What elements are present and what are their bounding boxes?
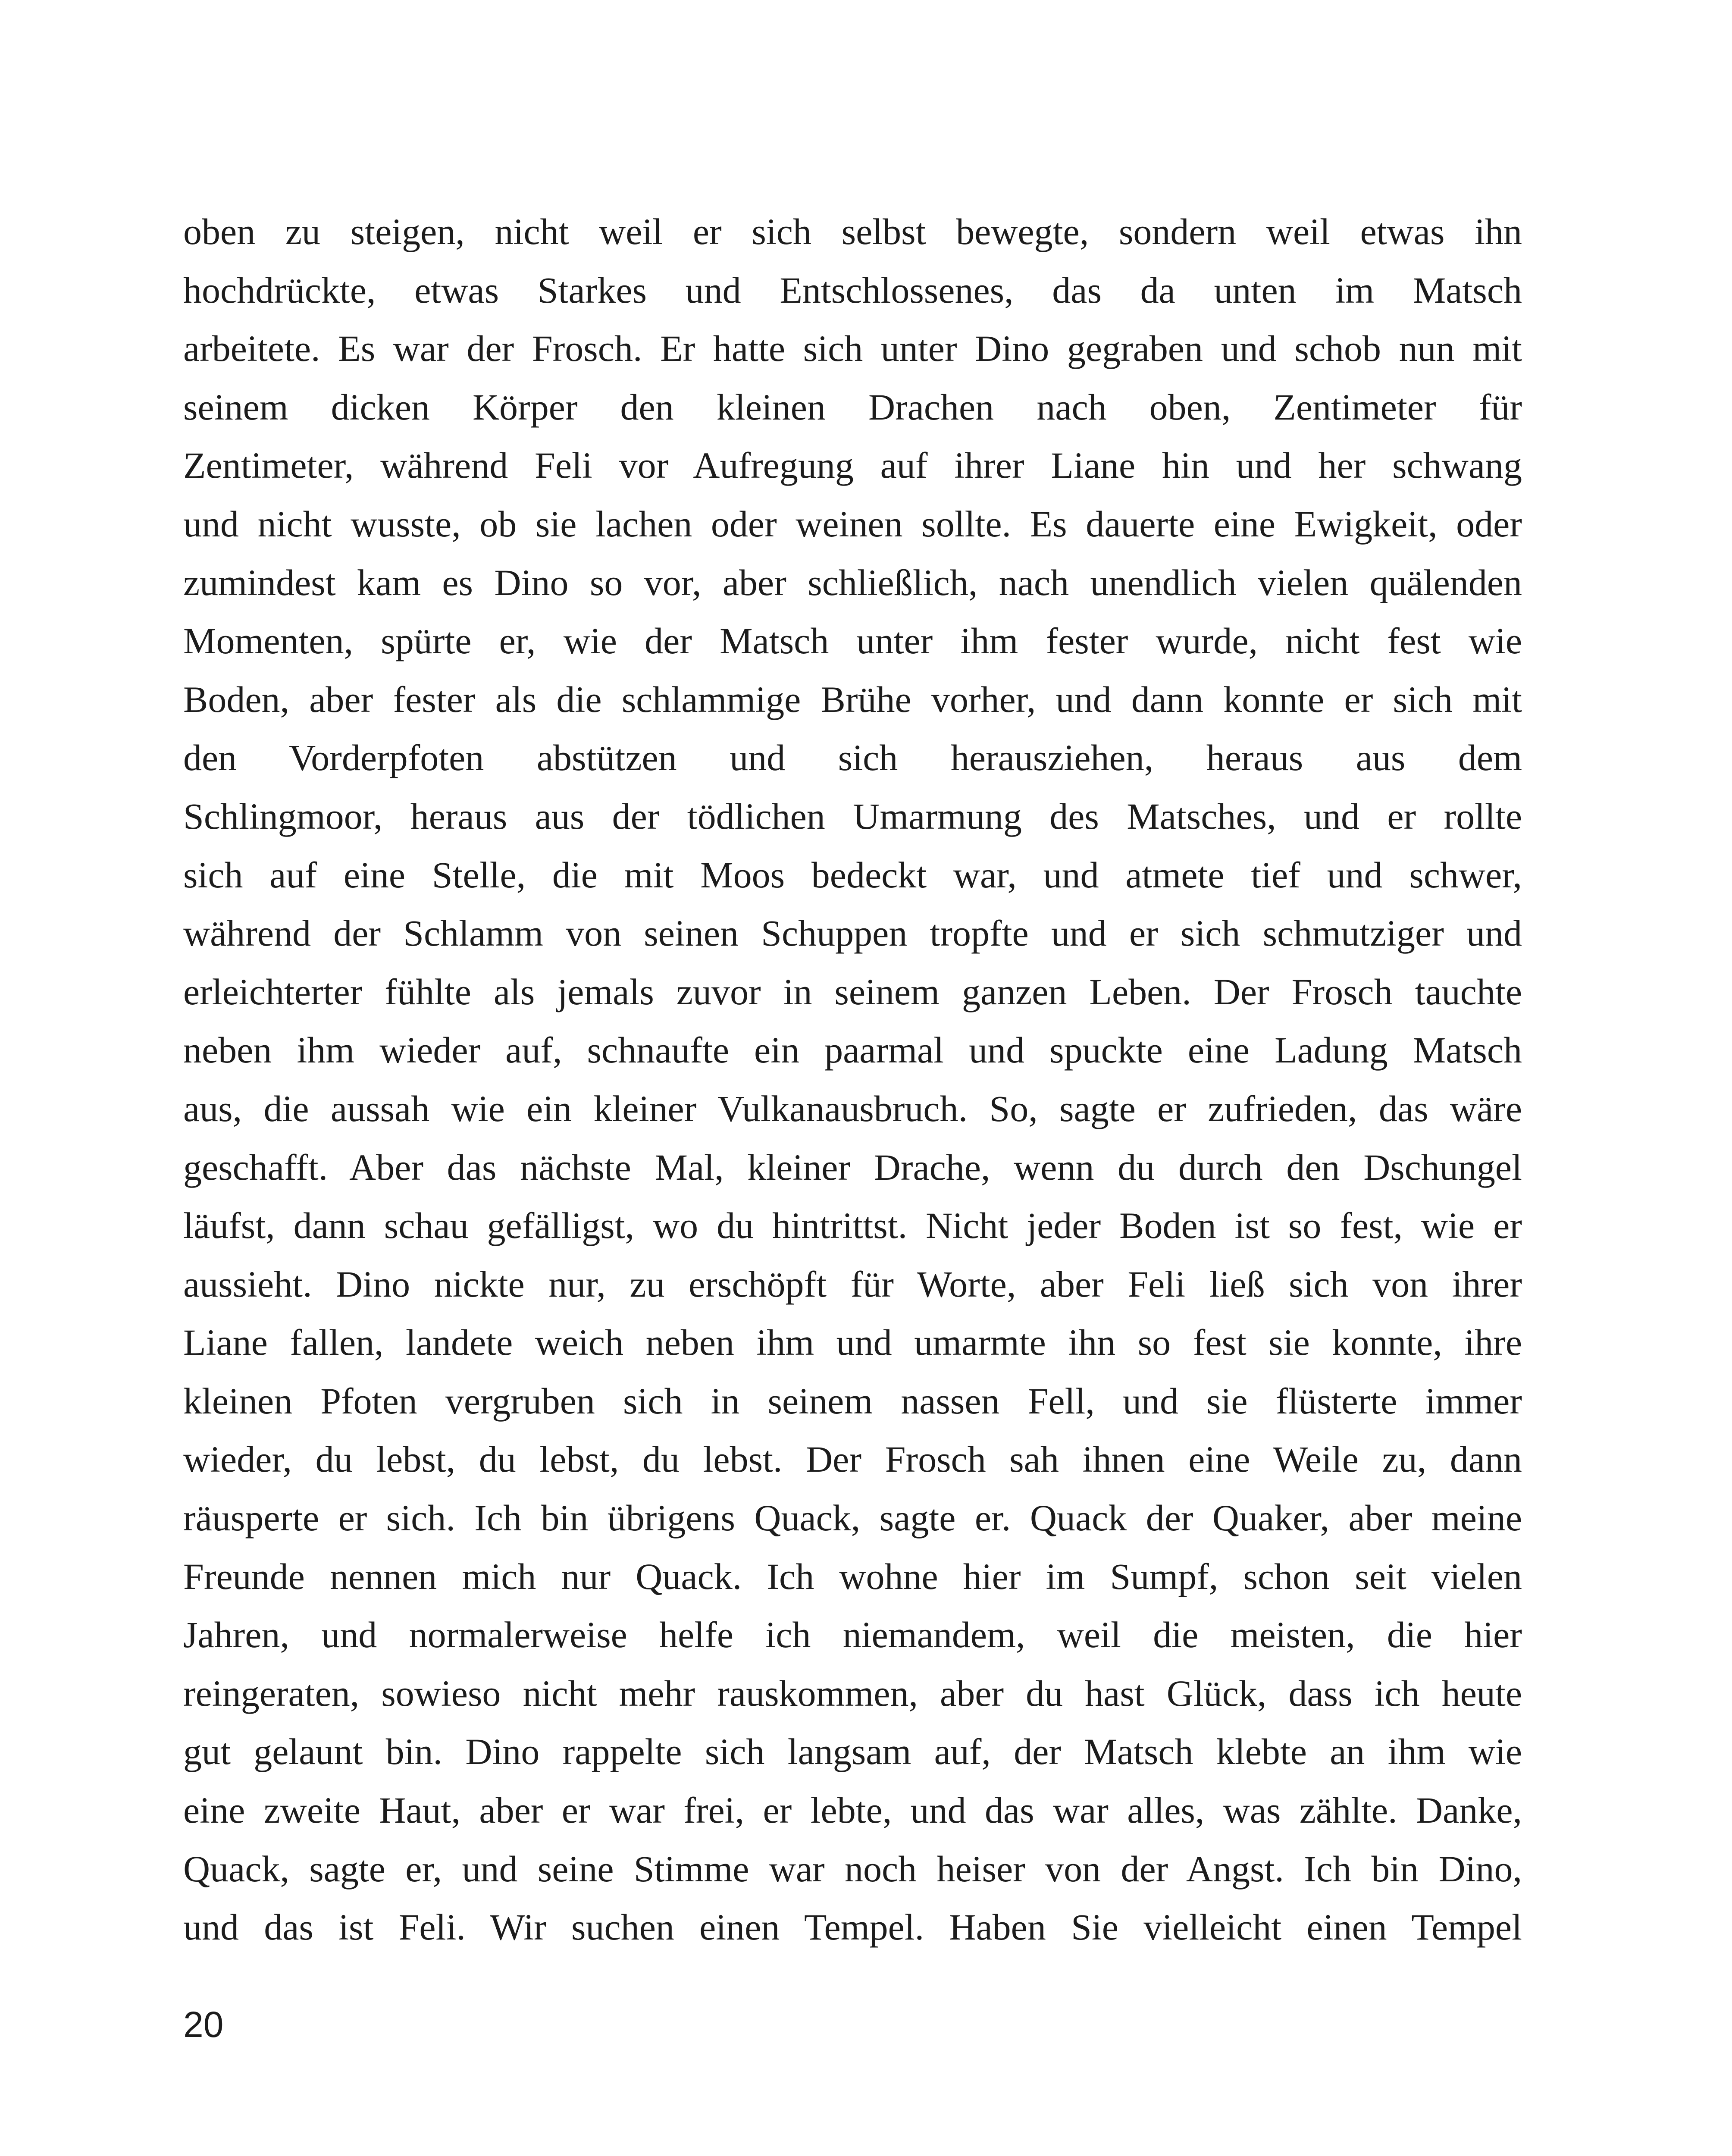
text-line: eine zweite Haut, aber er war frei, er lebte, und das war alles, was zählte. Danke, — [183, 1789, 1522, 1831]
text-line: Liane fallen, landete weich neben ihm und umarmte ihn so fest sie konnte, ihre — [183, 1322, 1522, 1363]
text-line: kleinen Pfoten vergruben sich in seinem nassen Fell, und sie flüsterte immer — [183, 1380, 1522, 1422]
text-line: Freunde nennen mich nur Quack. Ich wohne hier im Sumpf, schon seit vielen — [183, 1555, 1522, 1597]
text-line: hochdrückte, etwas Starkes und Entschlossenes, das da unten im Matsch — [183, 269, 1522, 311]
text-line: Jahren, und normalerweise helfe ich niemandem, weil die meisten, die hier — [183, 1614, 1522, 1656]
text-line: erleichterter fühlte als jemals zuvor in seinem ganzen Leben. Der Frosch tauchte — [183, 971, 1522, 1012]
text-line: Boden, aber fester als die schlammige Brühe vorher, und dann konnte er sich mit — [183, 678, 1522, 720]
text-line: oben zu steigen, nicht weil er sich selbst bewegte, sondern weil etwas ihn — [183, 211, 1522, 252]
text-line: geschafft. Aber das nächste Mal, kleiner Drache, wenn du durch den Dschungel — [183, 1146, 1522, 1188]
text-line: sich auf eine Stelle, die mit Moos bedeckt war, und atmete tief und schwer, — [183, 854, 1522, 896]
text-line: Schlingmoor, heraus aus der tödlichen Umarmung des Matsches, und er rollte — [183, 795, 1522, 837]
text-line: gut gelaunt bin. Dino rappelte sich langsam auf, der Matsch klebte an ihm wie — [183, 1731, 1522, 1773]
page-number: 20 — [183, 2004, 224, 2045]
text-line: reingeraten, sowieso nicht mehr rauskommen, aber du hast Glück, dass ich heute — [183, 1672, 1522, 1714]
body-text — [183, 203, 1522, 1957]
text-line: aussieht. Dino nickte nur, zu erschöpft für Worte, aber Feli ließ sich von ihrer — [183, 1263, 1522, 1305]
text-line: und das ist Feli. Wir suchen einen Tempel. Haben Sie vielleicht einen Tempel — [183, 1906, 1522, 1948]
text-line: aus, die aussah wie ein kleiner Vulkanausbruch. So, sagte er zufrieden, das wäre — [183, 1087, 1522, 1129]
text-line: seinem dicken Körper den kleinen Drachen nach oben, Zentimeter für — [183, 386, 1522, 428]
text-line: den Vorderpfoten abstützen und sich herausziehen, heraus aus dem — [183, 737, 1522, 779]
text-line: und nicht wusste, ob sie lachen oder weinen sollte. Es dauerte eine Ewigkeit, oder — [183, 503, 1522, 545]
text-line: arbeitete. Es war der Frosch. Er hatte sich unter Dino gegraben und schob nun mit — [183, 328, 1522, 370]
text-line: neben ihm wieder auf, schnaufte ein paarmal und spuckte eine Ladung Matsch — [183, 1029, 1522, 1071]
text-line: Quack, sagte er, und seine Stimme war noch heiser von der Angst. Ich bin Dino, — [183, 1848, 1522, 1890]
text-line: läufst, dann schau gefälligst, wo du hintrittst. Nicht jeder Boden ist so fest, wie er — [183, 1205, 1522, 1247]
text-line: zumindest kam es Dino so vor, aber schließlich, nach unendlich vielen quälenden — [183, 561, 1522, 603]
text-line: Momenten, spürte er, wie der Matsch unter ihm fester wurde, nicht fest wie — [183, 620, 1522, 662]
text-line: räusperte er sich. Ich bin übrigens Quack, sagte er. Quack der Quaker, aber meine — [183, 1497, 1522, 1539]
text-line: während der Schlamm von seinen Schuppen tropfte und er sich schmutziger und — [183, 912, 1522, 954]
text-line: Zentimeter, während Feli vor Aufregung auf ihrer Liane hin und her schwang — [183, 445, 1522, 486]
text-line: wieder, du lebst, du lebst, du lebst. Der Frosch sah ihnen eine Weile zu, dann — [183, 1438, 1522, 1480]
